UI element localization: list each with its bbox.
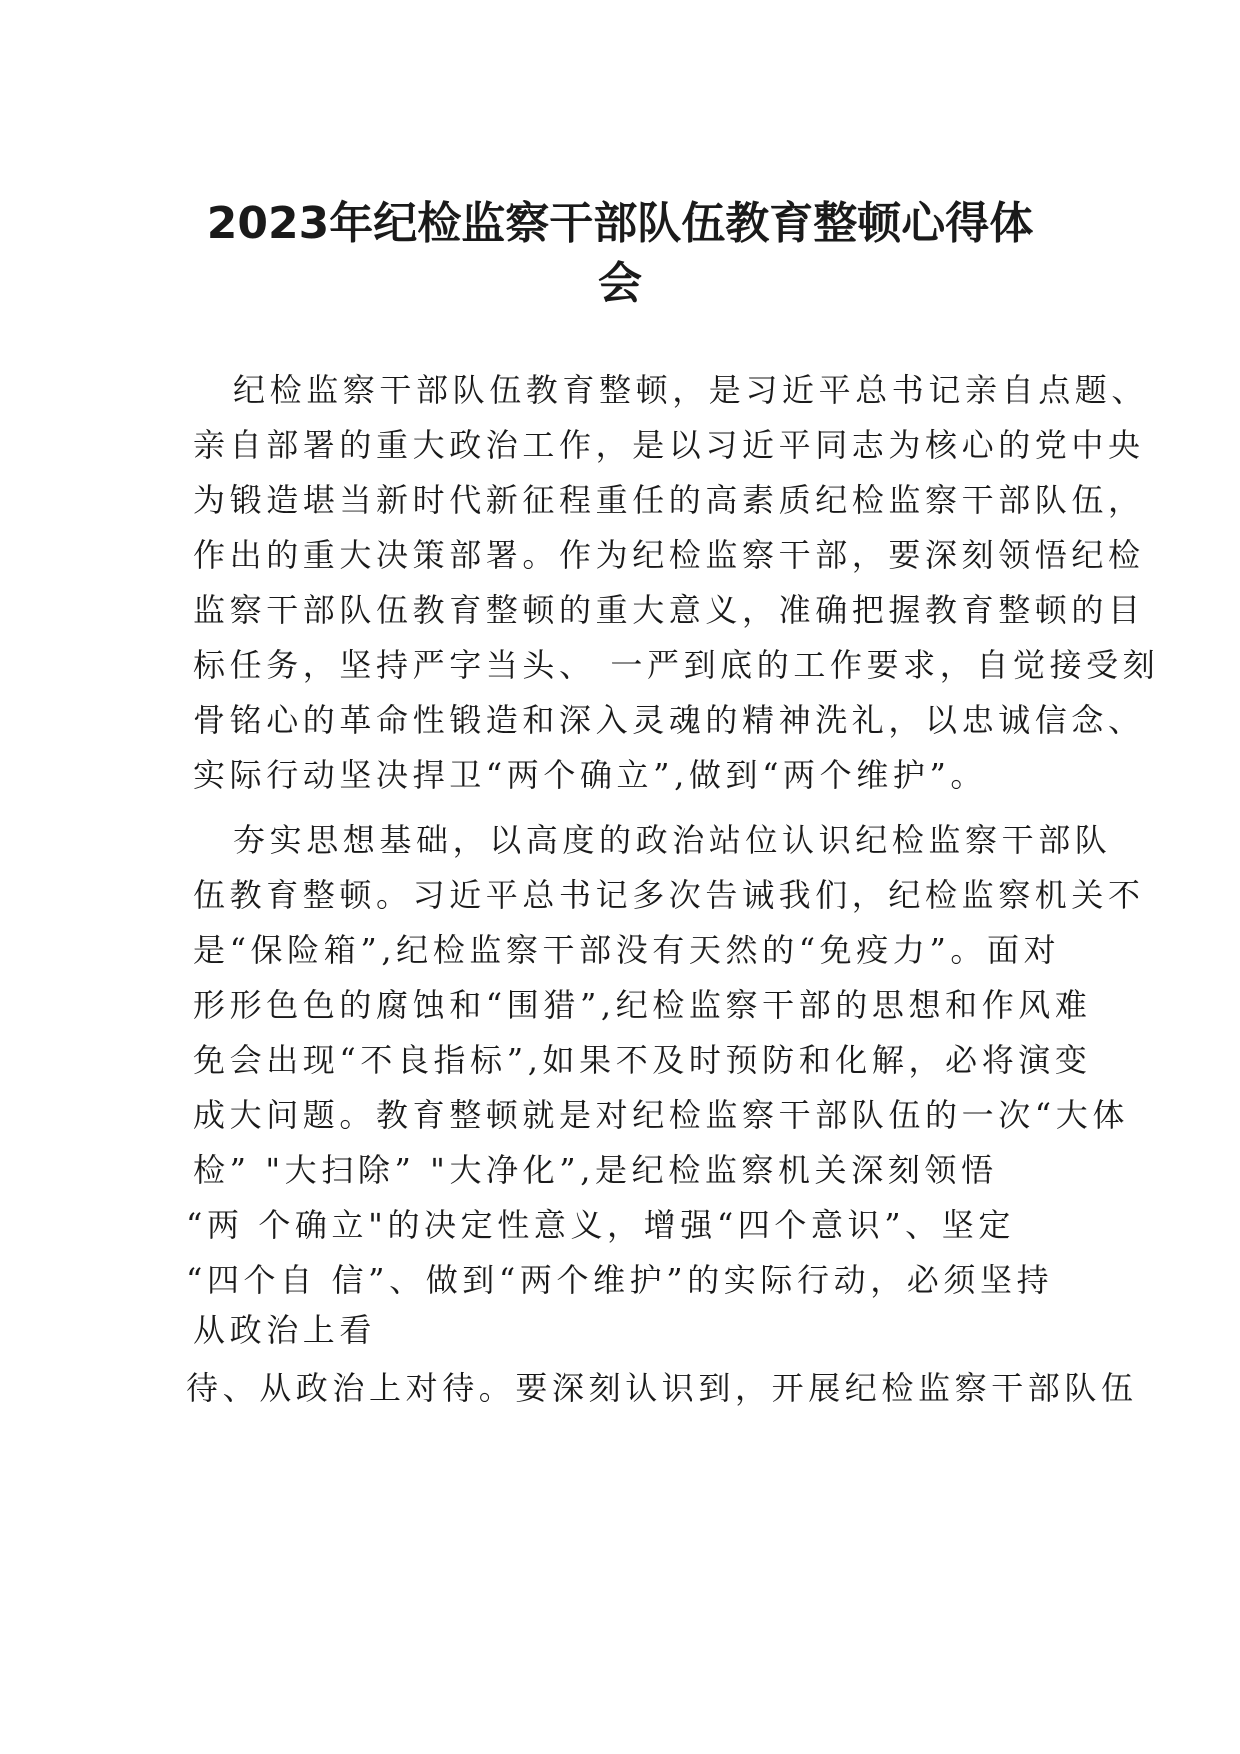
paragraph-2-line-1: 夯实思想基础，以高度的政治站位认识纪检监察干部队 xyxy=(233,821,1112,859)
paragraph-2-line-3: 是“保险箱”,纪检监察干部没有天然的“免疫力”。面对 xyxy=(193,931,1061,969)
paragraph-1-line-1: 纪检监察干部队伍教育整顿，是习近平总书记亲自点题、 xyxy=(233,371,1149,409)
paragraph-1-line-5: 监察干部队伍教育整顿的重大意义，准确把握教育整顿的目 xyxy=(193,591,1145,629)
paragraph-2-line-5: 免会出现“不良指标”,如果不及时预防和化解，必将演变 xyxy=(193,1041,1092,1079)
document-title-line-2: 会 xyxy=(598,258,642,309)
paragraph-2-line-11: 待、从政治上对待。要深刻认识到，开展纪检监察干部队伍 xyxy=(186,1369,1138,1407)
paragraph-2-line-7: 检” "大扫除” "大净化”,是纪检监察机关深刻领悟 xyxy=(193,1151,998,1189)
paragraph-2-line-10: 从政治上看 xyxy=(193,1311,377,1349)
paragraph-1-line-3: 为锻造堪当新时代新征程重任的高素质纪检监察干部队伍， xyxy=(193,481,1145,519)
paragraph-2-line-9: “四个自 信”、做到“两个维护”的实际行动，必须坚持 xyxy=(186,1261,1054,1299)
paragraph-2-line-8: “两 个确立"的决定性意义，增强“四个意识”、坚定 xyxy=(186,1206,1015,1244)
paragraph-2-line-4: 形形色色的腐蚀和“围猎”,纪检监察干部的思想和作风难 xyxy=(193,986,1092,1024)
paragraph-2-line-2: 伍教育整顿。习近平总书记多次告诫我们，纪检监察机关不 xyxy=(193,876,1145,914)
paragraph-1-line-2: 亲自部署的重大政治工作，是以习近平同志为核心的党中央 xyxy=(193,426,1145,464)
document-title-line-1: 2023年纪检监察干部队伍教育整顿心得体 xyxy=(206,198,1034,249)
paragraph-1-line-8: 实际行动坚决捍卫“两个确立”,做到“两个维护”。 xyxy=(193,756,988,794)
paragraph-1-line-7: 骨铭心的革命性锻造和深入灵魂的精神洗礼，以忠诚信念、 xyxy=(193,701,1145,739)
paragraph-1-line-4: 作出的重大决策部署。作为纪检监察干部，要深刻领悟纪检 xyxy=(193,536,1145,574)
paragraph-2-line-6: 成大问题。教育整顿就是对纪检监察干部队伍的一次“大体 xyxy=(193,1096,1129,1134)
paragraph-1-line-6: 标任务，坚持严字当头、 一严到底的工作要求，自觉接受刻 xyxy=(193,646,1160,684)
